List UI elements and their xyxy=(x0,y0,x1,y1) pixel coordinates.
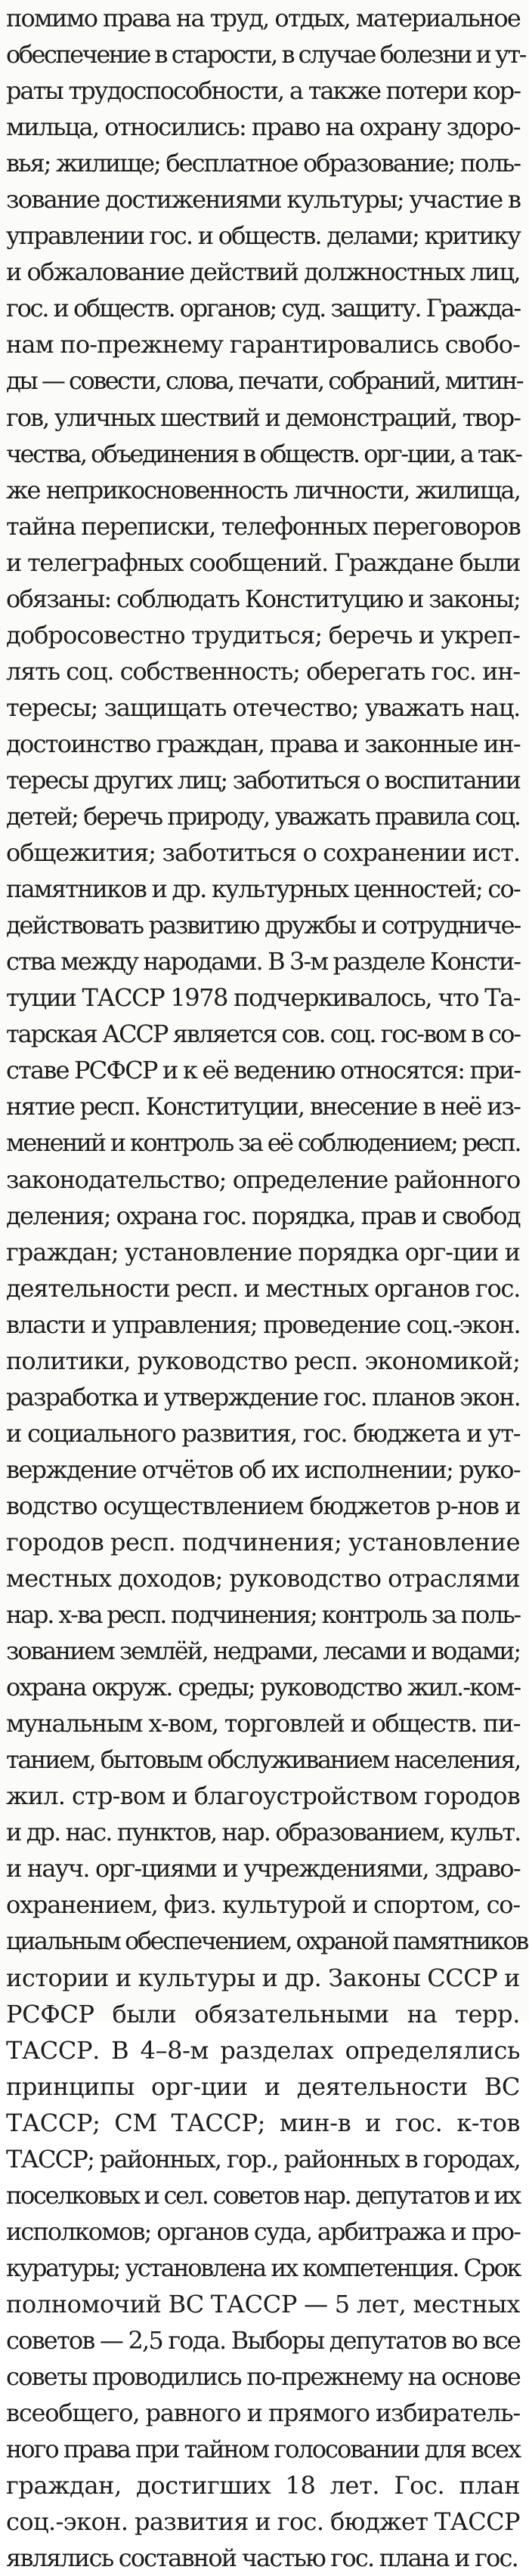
text-line: гос. и обществ. органов; суд. защиту. Гражда- xyxy=(6,294,520,323)
text-line: обязаны: соблюдать Конституцию и законы; xyxy=(6,584,520,613)
text-line: тересы других лиц; заботиться о воспитании xyxy=(6,765,520,794)
text-line: власти и управления; проведение соц.-экон. xyxy=(6,1310,520,1339)
text-line: граждан; установление порядка орг-ции и xyxy=(6,1237,520,1266)
text-column xyxy=(6,0,527,2576)
text-line: добросовестно трудиться; беречь и укреп- xyxy=(6,620,520,649)
text-line: действовать развитию дружбы и сотрудниче- xyxy=(6,911,520,940)
text-line: разработка и утверждение гос. планов экон. xyxy=(6,1382,520,1411)
text-line: граждан, достигших 18 лет. Гос. план xyxy=(6,2471,520,2500)
text-line: исполкомов; органов суда, арбитража и про- xyxy=(6,2217,520,2246)
text-line: танием, бытовым обслуживанием населения, xyxy=(6,1745,520,1775)
text-line: и др. нас. пунктов, нар. образованием, культ. xyxy=(6,1818,521,1847)
text-line: детей; беречь природу, уважать правила соц. xyxy=(6,802,520,831)
text-line: местных доходов; руководство отраслями xyxy=(6,1564,520,1593)
text-line: управлении гос. и обществ. делами; критику xyxy=(6,221,520,251)
text-line: же неприкосновенность личности, жилища, xyxy=(6,475,520,504)
text-line: нар. х-ва респ. подчинения; контроль за поль- xyxy=(6,1600,521,1630)
text-line: водство осуществлением бюджетов р-нов и xyxy=(6,1491,520,1520)
text-line: обеспечение в старости, в случае болезни и ут- xyxy=(6,40,525,69)
text-line: лять соц. собственность; оберегать гос. ин- xyxy=(6,656,520,686)
text-line: гов, уличных шествий и демонстраций, твор- xyxy=(6,403,520,432)
text-line: ставе РСФСР и к её ведению относятся: при- xyxy=(6,1056,521,1085)
text-line: жил. стр-вом и благоустройством городов xyxy=(6,1782,520,1811)
text-line: циальным обеспечением, охраной памятников xyxy=(6,1927,527,1956)
text-line: достоинство граждан, права и законные ин- xyxy=(6,729,520,758)
text-line: зование достижениями культуры; участие в xyxy=(6,185,521,214)
text-line: куратуры; установлена их компетенция. Срок xyxy=(6,2253,520,2282)
text-line: верждение отчётов об их исполнении; руко- xyxy=(6,1455,520,1484)
text-line: советов — 2,5 года. Выборы депутатов во все xyxy=(6,2326,520,2355)
text-line: менений и контроль за её соблюдением; респ. xyxy=(6,1128,520,1158)
text-line: поселковых и сел. советов нар. депутатов и их xyxy=(6,2180,520,2210)
text-line: мильца, относились: право на охрану здоро- xyxy=(6,113,520,142)
text-line: полномочий ВС ТАССР — 5 лет, местных xyxy=(6,2289,520,2318)
text-line: охрана окруж. среды; руководство жил.-ком- xyxy=(6,1673,520,1702)
text-line: политики, руководство респ. экономикой; xyxy=(6,1346,520,1375)
text-line: мунальным х-вом, торговлей и обществ. пи- xyxy=(6,1709,520,1738)
text-line: деятельности респ. и местных органов гос. xyxy=(6,1273,521,1303)
text-line: нятие респ. Конституции, внесение в неё из- xyxy=(6,1092,520,1121)
text-line: ды — совести, слова, печати, собраний, митин- xyxy=(6,366,523,396)
text-line: тересы; защищать отечество; уважать нац. xyxy=(6,693,520,722)
text-line: ства между народами. В 3-м разделе Консти- xyxy=(6,947,520,976)
text-line: деления; охрана гос. порядка, прав и свобод xyxy=(6,1201,520,1230)
text-line: и науч. орг-циями и учреждениями, здраво- xyxy=(6,1854,520,1883)
text-line: ТАССР; СМ ТАССР; мин-в и гос. к-тов xyxy=(6,2108,520,2137)
text-line: всеобщего, равного и прямого избиратель- xyxy=(6,2399,520,2428)
text-line: раты трудоспособности, а также потери кор- xyxy=(6,76,520,106)
text-line: ТАССР; районных, гор., районных в городах, xyxy=(6,2144,520,2173)
text-line: тайна переписки, телефонных переговоров xyxy=(6,511,521,541)
text-line: советы проводились по-прежнему на основе xyxy=(6,2362,520,2392)
text-line: охранением, физ. культурой и спортом, со- xyxy=(6,1890,520,1920)
text-line: и телеграфных сообщений. Граждане были xyxy=(6,548,520,577)
text-line: принципы орг-ции и деятельности ВС xyxy=(6,2072,520,2101)
text-line: являлись составной частью гос. плана и гос. xyxy=(6,2544,518,2573)
text-line: общежития; заботиться о сохранении ист. xyxy=(6,838,520,868)
text-line: ного права при тайном голосовании для всех xyxy=(6,2435,520,2464)
text-line: истории и культуры и др. Законы СССР и xyxy=(6,1963,520,1992)
text-line: соц.-экон. развития и гос. бюджет ТАССР xyxy=(6,2507,520,2537)
text-line: зованием землёй, недрами, лесами и водами; xyxy=(6,1637,520,1666)
text-line: ТАССР. В 4–8-м разделах определялись xyxy=(6,2035,520,2065)
text-line: чества, объединения в обществ. орг-ции, а так- xyxy=(6,439,521,468)
text-line: и обжалование действий должностных лиц, xyxy=(6,258,520,287)
text-line: городов респ. подчинения; установление xyxy=(6,1527,520,1556)
text-line: РСФСР были обязательными на терр. xyxy=(6,1999,520,2028)
text-line: законодательство; определение районного xyxy=(6,1165,520,1194)
text-line: памятников и др. культурных ценностей; со- xyxy=(6,875,520,904)
text-line: туции ТАССР 1978 подчеркивалось, что Та- xyxy=(6,983,520,1013)
text-line: помимо права на труд, отдых, материальное xyxy=(6,4,520,32)
text-line: нам по-прежнему гарантировались свобо- xyxy=(6,330,520,359)
text-line: тарская АССР является сов. соц. гос-вом в со- xyxy=(6,1020,520,1049)
text-line: вья; жилище; бесплатное образование; поль- xyxy=(6,149,520,178)
text-line: и социального развития, гос. бюджета и ут- xyxy=(6,1418,520,1448)
